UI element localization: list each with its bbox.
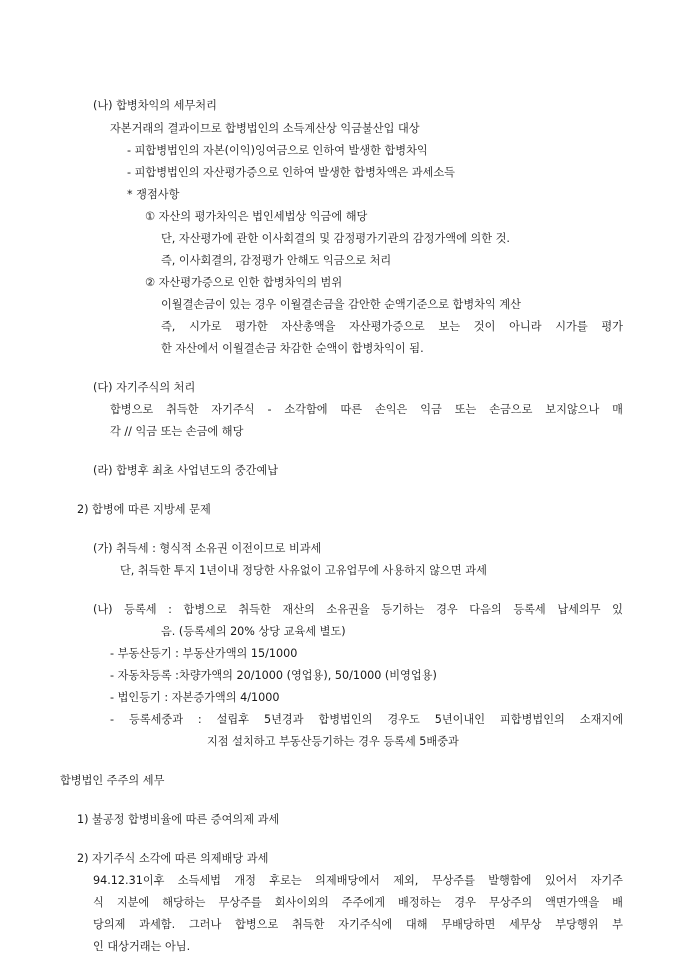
- issue-1-line-2: 즉, 이사회결의, 감정평가 안해도 익금으로 처리: [161, 254, 392, 267]
- shareholder-tax-item-1: 1) 불공정 합병비율에 따른 증여의제 과세: [77, 813, 280, 826]
- registration-tax-line-1: (나) 등록세 : 합병으로 취득한 재산의 소유권을 등기하는 경우 다음의 등록세 납세의무 있: [93, 603, 623, 616]
- registration-tax-item-4-line-1: - 등록세중과 : 설립후 5년경과 합병법인의 경우도 5년이내인 피합병법인의 소재지에: [110, 713, 623, 726]
- registration-tax-item-3: - 법인등기 : 자본증가액의 4/1000: [110, 691, 280, 704]
- issue-1-line-1: 단, 자산평가에 관한 이사회결의 및 감정평가기관의 감정가액에 의한 것.: [161, 232, 510, 245]
- issue-2-title: ② 자산평가증으로 인한 합병차익의 범위: [145, 276, 343, 289]
- acquisition-tax-line-1: (가) 취득세 : 형식적 소유권 이전이므로 비과세: [93, 542, 322, 555]
- merger-income-item-2: - 피합병법인의 자산평가증으로 인하여 발생한 합병차액은 과세소득: [127, 166, 455, 179]
- issues-heading: * 쟁점사항: [127, 188, 180, 201]
- registration-tax-item-2: - 자동차등록 :차량가액의 20/1000 (영업용), 50/1000 (비영업용): [110, 669, 437, 682]
- section-interim-payment-heading: (라) 합병후 최초 사업년도의 중간예납: [93, 464, 279, 477]
- issue-1-title: ① 자산의 평가차익은 법인세법상 익금에 해당: [145, 210, 368, 223]
- shareholder-tax-item-2-heading: 2) 자기주식 소각에 따른 의제배당 과세: [77, 852, 269, 865]
- acquisition-tax-line-2: 단, 취득한 투지 1년이내 정당한 사유없이 고유업무에 사용하지 않으면 과세: [120, 564, 487, 577]
- issue-2-line-3: 한 자산에서 이월결손금 차감한 순액이 합병차익이 됨.: [161, 342, 424, 355]
- merger-income-item-1: - 피합병법인의 자본(이익)잉여금으로 인하여 발생한 합병차익: [127, 144, 428, 157]
- merger-income-intro: 자본거래의 결과이므로 합병법인의 소득계산상 익금불산입 대상: [110, 122, 420, 135]
- section-local-tax-heading: 2) 합병에 따른 지방세 문제: [77, 503, 211, 516]
- registration-tax-item-1: - 부동산등기 : 부동산가액의 15/1000: [110, 647, 298, 660]
- treasury-stock-line-1: 합병으로 취득한 자기주식 - 소각함에 따른 손익은 익금 또는 손금으로 보지않으나 매: [110, 403, 623, 416]
- shareholder-tax-item-2-line-3: 당의제 과세함. 그러나 합병으로 취득한 자기주식에 대해 무배당하면 세무상 부당행위 부: [93, 918, 623, 931]
- registration-tax-item-4-line-2: 지점 설치하고 부동산등기하는 경우 등록세 5배중과: [207, 735, 459, 748]
- shareholder-tax-item-2-line-4: 인 대상거래는 아님.: [93, 940, 191, 953]
- registration-tax-line-2: 음. (등록세의 20% 상당 교육세 별도): [161, 625, 346, 638]
- section-treasury-stock-heading: (다) 자기주식의 처리: [93, 381, 196, 394]
- issue-2-line-1: 이월결손금이 있는 경우 이월결손금을 감안한 순액기준으로 합병차익 계산: [161, 298, 521, 311]
- section-merger-income-heading: (나) 합병차익의 세무처리: [93, 99, 217, 112]
- shareholder-tax-item-2-line-1: 94.12.31이후 소득세법 개정 후로는 의제배당에서 제외, 무상주를 발행함에 있어서 자기주: [93, 874, 623, 887]
- treasury-stock-line-2: 각 // 익금 또는 손금에 해당: [110, 425, 244, 438]
- issue-2-line-2: 즉, 시가로 평가한 자산총액을 자산평가증으로 보는 것이 아니라 시가를 평가: [161, 320, 623, 333]
- shareholder-tax-item-2-line-2: 식 지분에 해당하는 무상주를 회사이외의 주주에게 배정하는 경우 무상주의 액면가액을 배: [93, 896, 623, 909]
- section-shareholder-tax-heading: 합병법인 주주의 세무: [60, 774, 165, 787]
